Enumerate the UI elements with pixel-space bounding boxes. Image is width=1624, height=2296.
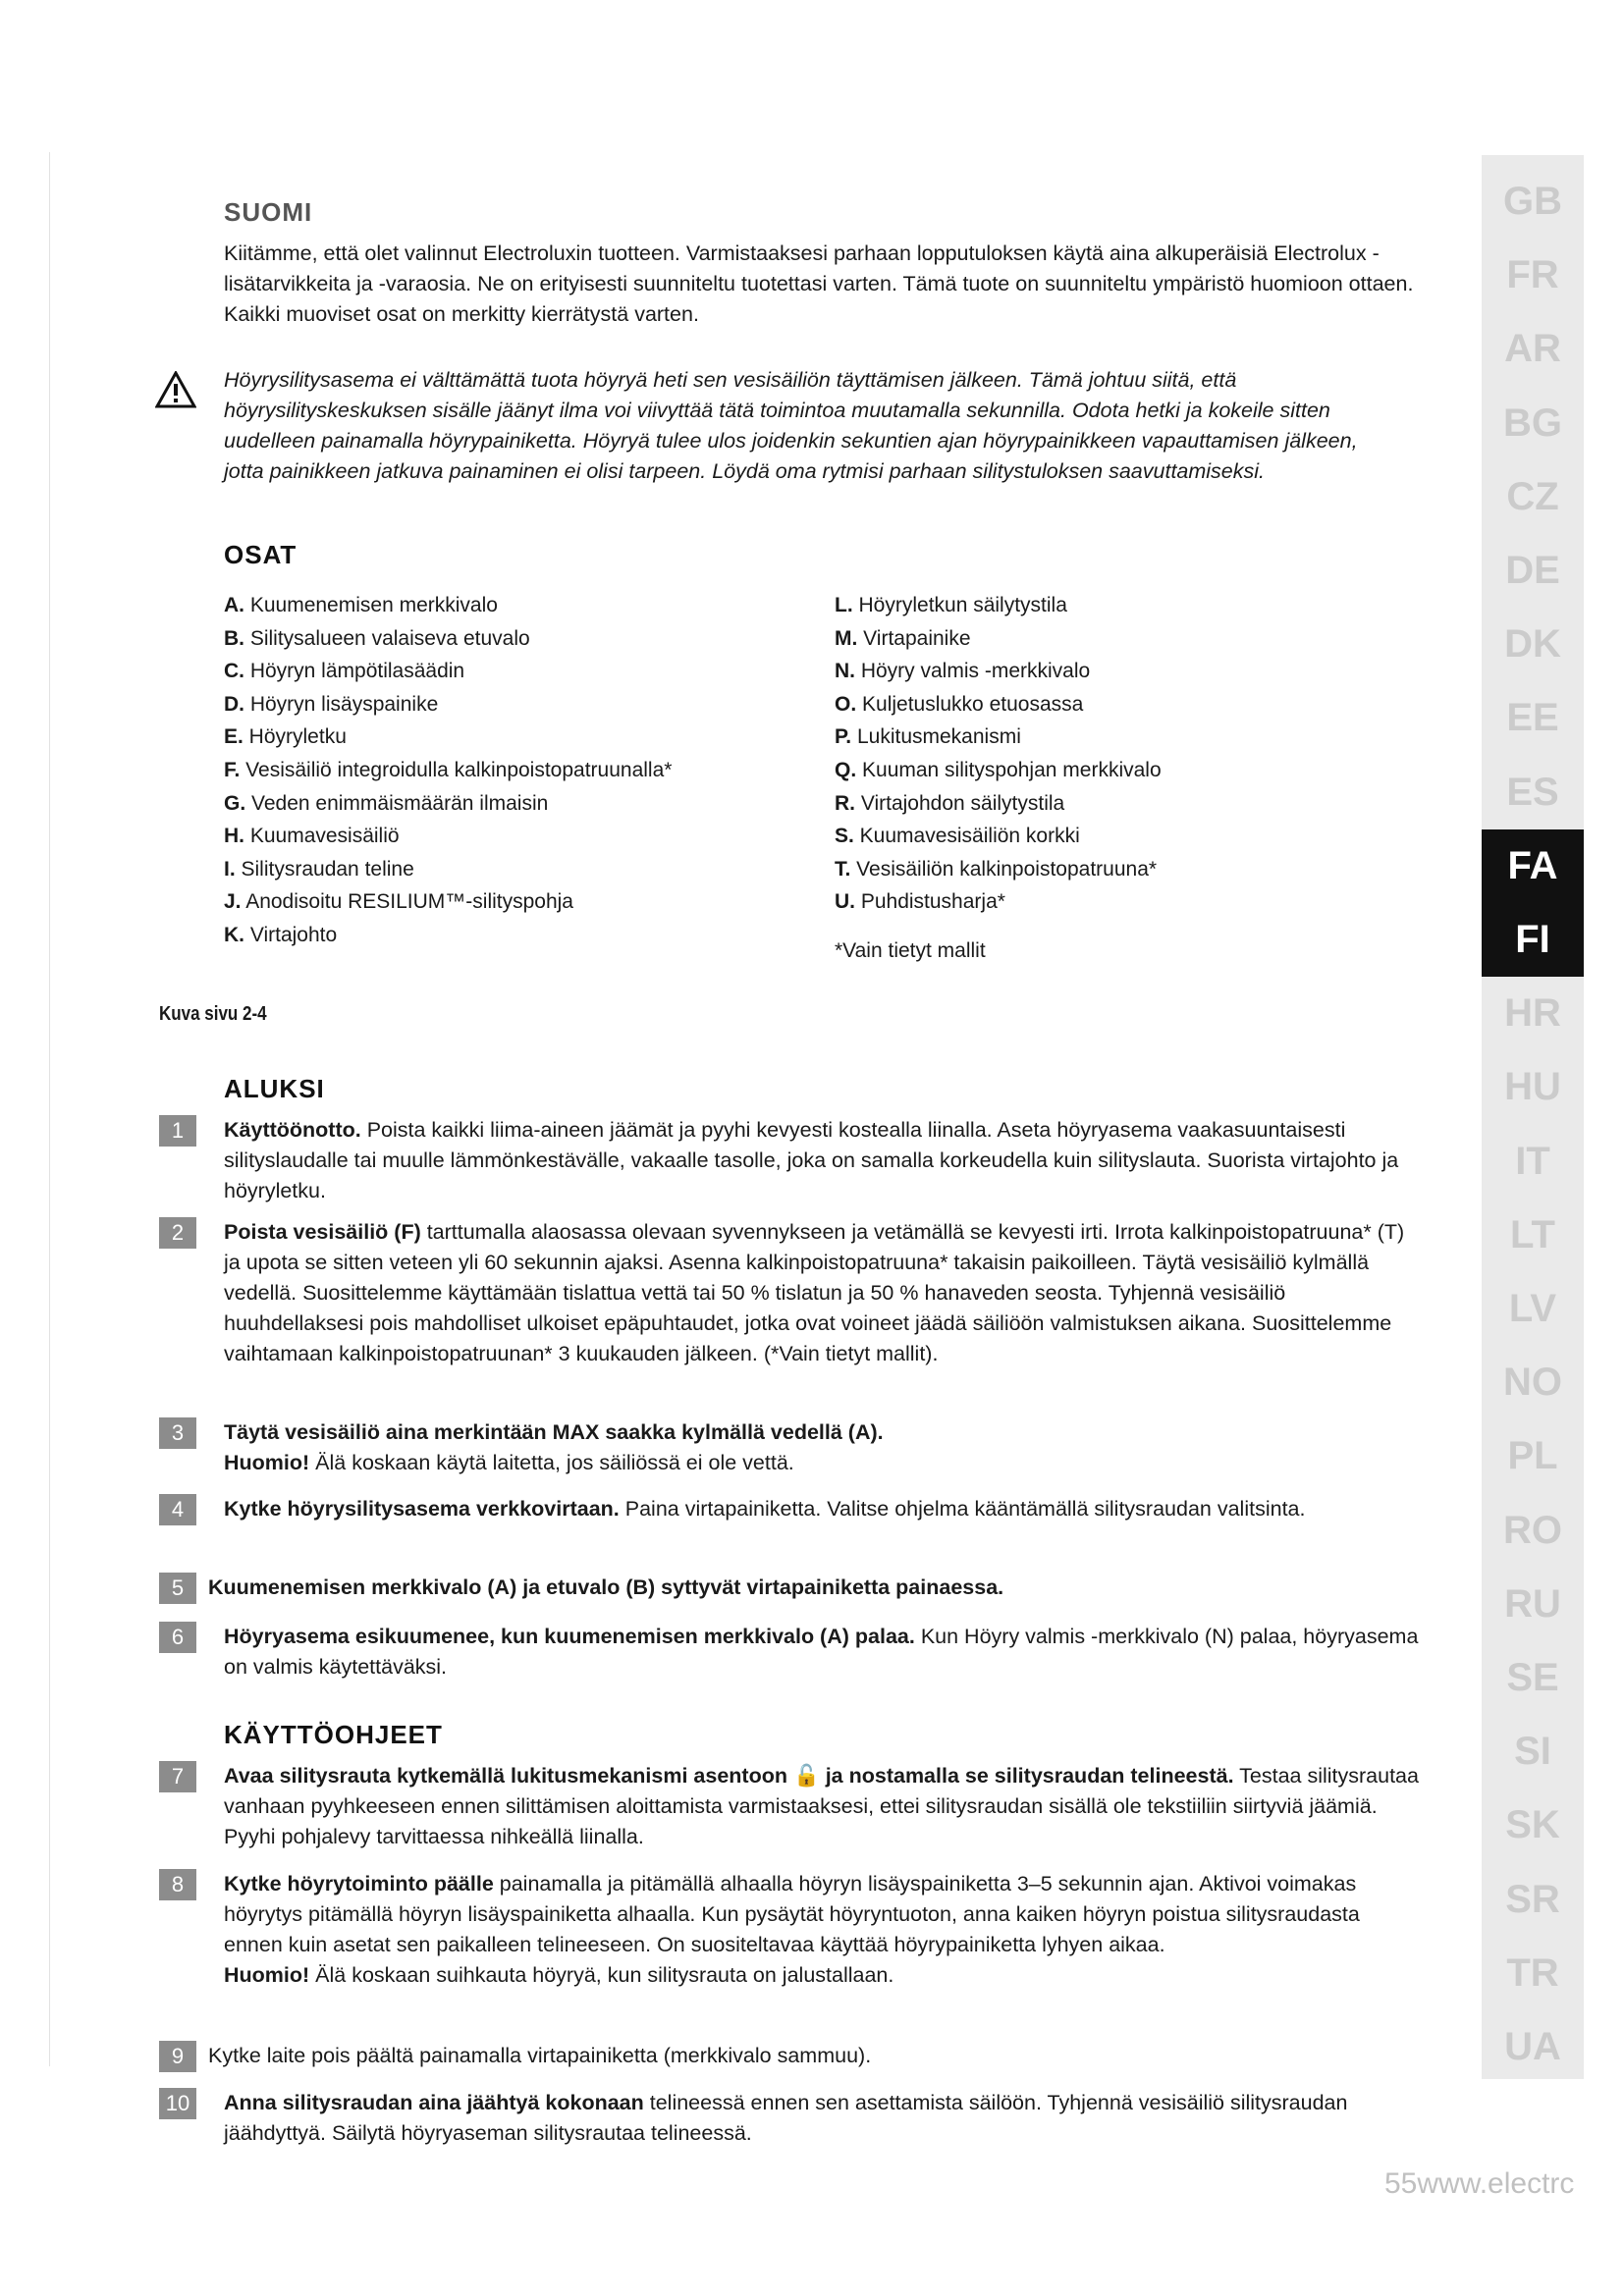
part-letter: J.	[224, 890, 242, 914]
part-item	[224, 754, 813, 787]
part-label: Silitysraudan teline	[235, 857, 414, 881]
step-body-text: telineessä ennen sen asettamista säilöön. Tyhjennä vesisäiliö silitysraudan jäähdyttyä. Säilytä höyryaseman silitysrautaa telineessä.	[224, 2091, 1348, 2145]
part-item	[224, 721, 813, 754]
step-body-text: tarttumalla alaosassa olevaan syvennykseen ja vetämällä se kevyesti irti. Irrota kalkinpoistopatruuna* (T) ja upota se sitten veteen yli 60 sekunnin ajaksi. Asenna kalkinpoistopatruuna* takaisin paikoilleen. Täytä vesisäiliö kylmällä vedellä. Suosittelemme käyttämään tislattua vettä tai 50 % tislatun ja 50 % hanaveden seosta. Tyhjennä vesisäiliö huuhdellaksesi pois mahdolliset ulkoiset epäpuhtaudet, jotka ovat voineet jäädä säiliöön valmistuksen aikana. Suosittelemme vaihtamaan kalkinpoistopatruunan* 3 kuukauden jälkeen. (*Vain tietyt mallit).	[224, 1220, 1405, 1365]
step-number-badge: 10	[159, 2088, 196, 2119]
language-tab-lt[interactable]: LT	[1510, 1212, 1555, 1256]
part-letter: I.	[224, 857, 236, 881]
step-bold-text: Kytke höyrytoiminto päälle	[224, 1872, 494, 1896]
part-label: Anodisoitu RESILIUM™-silityspohja	[241, 890, 573, 914]
step-text	[224, 1494, 1422, 1524]
language-tab-ro[interactable]: RO	[1503, 1508, 1562, 1552]
step-note-label: Huomio!	[224, 1451, 310, 1474]
part-item	[835, 721, 1424, 754]
part-label: Kuumavesisäiliön korkki	[853, 825, 1080, 848]
part-item	[224, 589, 813, 622]
step-number-badge: 1	[159, 1115, 196, 1147]
language-tab-cz[interactable]: CZ	[1506, 474, 1559, 518]
step-number-badge: 7	[159, 1761, 196, 1792]
part-letter: R.	[835, 791, 855, 815]
language-tab-pl[interactable]: PL	[1507, 1434, 1558, 1478]
language-tab-de[interactable]: DE	[1505, 549, 1560, 592]
section-heading-suomi: SUOMI	[224, 197, 313, 227]
part-label: Virtajohdon säilytystila	[855, 791, 1065, 815]
part-letter: A.	[224, 594, 244, 616]
language-tab-ee[interactable]: EE	[1506, 696, 1559, 740]
step-number-badge: 9	[159, 2041, 196, 2072]
part-label: Veden enimmäismäärän ilmaisin	[245, 791, 549, 815]
figure-reference: Kuva sivu 2-4	[159, 1003, 267, 1025]
step-text	[224, 1417, 1422, 1478]
step-note-label: Huomio!	[224, 1963, 310, 1987]
part-label: Vesisäiliön kalkinpoistopatruuna*	[850, 857, 1158, 881]
part-item	[224, 885, 813, 919]
language-tab-fi[interactable]: FI	[1482, 903, 1584, 977]
step-number-badge: 4	[159, 1494, 196, 1525]
language-tab-fr[interactable]: FR	[1506, 253, 1559, 297]
step-text	[224, 1115, 1422, 1206]
part-item	[224, 853, 813, 886]
step-text	[208, 1573, 1406, 1603]
step-bold-text: Kuumenemisen merkkivalo (A) ja etuvalo (B) syttyvät virtapainiketta painaessa.	[208, 1575, 1004, 1599]
part-letter: O.	[835, 692, 857, 716]
step-body-text: Testaa silitysrautaa vanhaan pyyhkeeseen ennen silittämisen aloittamista varmistaaksesi, ettei silitysraudan sisällä ole tekstiiliin siirtyviä jäämiä. Pyyhi pohjalevy tarvittaessa nihkeällä liinalla.	[224, 1764, 1419, 1848]
step-number-badge: 3	[159, 1417, 196, 1449]
part-item	[224, 655, 813, 688]
language-tab-hr[interactable]: HR	[1504, 991, 1561, 1036]
part-item	[835, 688, 1424, 721]
step-text	[224, 1217, 1422, 1369]
section-heading-kayttoohjeet: KÄYTTÖOHJEET	[224, 1720, 443, 1749]
language-tab-ar[interactable]: AR	[1504, 327, 1561, 371]
language-tab-it[interactable]: IT	[1515, 1139, 1550, 1183]
part-item	[835, 885, 1424, 919]
step-text	[208, 2041, 1406, 2071]
step-bold-text: Poista vesisäiliö (F)	[224, 1220, 421, 1244]
part-label: Silitysalueen valaiseva etuvalo	[244, 626, 530, 650]
step-note-text: Älä koskaan suihkauta höyryä, kun silitysrauta on jalustallaan.	[309, 1963, 894, 1987]
section-heading-aluksi: ALUKSI	[224, 1074, 325, 1103]
part-letter: N.	[835, 660, 855, 683]
part-letter: F.	[224, 758, 241, 781]
parts-list-left	[224, 589, 813, 952]
step-body-text: painamalla ja pitämällä alhaalla höyryn lisäyspainiketta 3–5 sekunnin ajan. Aktivoi voimakas höyrytys pitämällä höyryn lisäyspainiketta alhaalla. Kun pysäytät höyryntuoton, anna kaiken höyryn poistua silitysraudasta ennen kuin asetat sen paikalleen telineeseen. On suositeltavaa käyttää höyrypainiketta lyhyen aikaa.	[224, 1872, 1360, 1956]
step-number-badge: 2	[159, 1217, 196, 1249]
part-item	[835, 622, 1424, 656]
part-label: Höyry valmis -merkkivalo	[855, 660, 1091, 683]
part-label: Virtapainike	[857, 626, 971, 650]
part-letter: B.	[224, 626, 244, 650]
part-letter: P.	[835, 725, 852, 749]
language-tab-ru[interactable]: RU	[1504, 1581, 1561, 1626]
part-label: Höyryn lämpötilasäädin	[244, 660, 465, 683]
step-note-text: Älä koskaan käytä laitetta, jos säiliössä ei ole vettä.	[309, 1451, 794, 1474]
language-tab-tr[interactable]: TR	[1506, 1950, 1559, 1995]
parts-list-right	[835, 589, 1424, 919]
part-letter: U.	[835, 890, 855, 914]
part-letter: H.	[224, 825, 244, 848]
part-label: Kuuman silityspohjan merkkivalo	[856, 758, 1162, 781]
part-label: Vesisäiliö integroidulla kalkinpoistopatruunalla*	[240, 758, 673, 781]
language-tab-se[interactable]: SE	[1506, 1656, 1559, 1699]
step-text	[224, 1869, 1422, 1991]
language-tab-si[interactable]: SI	[1514, 1730, 1551, 1774]
step-number-badge: 8	[159, 1869, 196, 1900]
page-footer: 55www.electrc	[1384, 2167, 1575, 2200]
intro-paragraph: Kiitämme, että olet valinnut Electroluxin tuotteen. Varmistaaksesi parhaan lopputuloksen käytä aina alkuperäisiä Electrolux -lisätarvikkeita ja -varaosia. Ne on erityisesti suunniteltu tuotettasi varten. Tämä tuote on suunniteltu ympäristö huomioon ottaen. Kaikki muoviset osat on merkitty kierrätystä varten.	[224, 241, 1414, 326]
step-body-text: Kytke laite pois päältä painamalla virtapainiketta (merkkivalo sammuu).	[208, 2044, 872, 2067]
language-tab-dk[interactable]: DK	[1504, 622, 1561, 667]
warning-text: Höyrysilitysasema ei välttämättä tuota höyryä heti sen vesisäiliön täyttämisen jälkeen. Tämä johtuu siitä, että höyrysilityskeskuksen sisälle jäänyt ilma voi viivyttää tätä toimintoa muutamalla sekunnilla. Odota hetki ja kokeile sitten uudelleen painamalla höyrypainiketta. Höyryä tulee ulos joidenkin sekuntien ajan höyrypainikkeen vapauttamisen jälkeen, jotta painikkeen jatkuva painaminen ei olisi tarpeen. Löydä oma rytmisi parhaan silitystuloksen saavuttamiseksi.	[224, 368, 1358, 483]
part-letter: D.	[224, 692, 244, 716]
step-body-text: Poista kaikki liima-aineen jäämät ja pyyhi kevyesti kostealla liinalla. Aseta höyryasema vaakasuuntaisesti silityslaudalle tai muulle lämmönkestävälle, vakaalle tasolle, joka on samalla korkeudella kuin silityslauta. Suorista virtajohto ja höyryletku.	[224, 1118, 1399, 1202]
step-text	[224, 2088, 1422, 2149]
step-bold-text: Höyryasema esikuumenee, kun kuumenemisen merkkivalo (A) palaa.	[224, 1625, 915, 1648]
step-bold-text: Täytä vesisäiliö aina merkintään MAX saakka kylmällä vedellä (A).	[224, 1420, 884, 1444]
part-label: Puhdistusharja*	[855, 890, 1005, 914]
part-letter: S.	[835, 825, 854, 848]
part-item	[835, 589, 1424, 622]
part-letter: E.	[224, 725, 244, 749]
part-label: Kuljetuslukko etuosassa	[856, 692, 1084, 716]
part-letter: G.	[224, 791, 246, 815]
part-letter: M.	[835, 626, 858, 650]
part-letter: T.	[835, 857, 851, 881]
step-bold-text: Avaa silitysrauta kytkemällä lukitusmekanismi asentoon 🔓 ja nostamalla se silitysraudan telineestä.	[224, 1764, 1234, 1788]
part-label: Lukitusmekanismi	[851, 725, 1021, 749]
part-item	[224, 919, 813, 952]
part-label: Kuumenemisen merkkivalo	[244, 594, 498, 616]
part-item	[224, 787, 813, 821]
step-number-badge: 5	[159, 1573, 196, 1604]
part-letter: Q.	[835, 758, 857, 781]
language-tab-gb[interactable]: GB	[1503, 180, 1562, 223]
part-letter: C.	[224, 660, 244, 683]
language-tab-sk[interactable]: SK	[1505, 1803, 1560, 1847]
language-tab-lv[interactable]: LV	[1508, 1287, 1557, 1330]
part-item	[224, 820, 813, 853]
page-margin-rule	[49, 152, 50, 2066]
language-tab-fa[interactable]: FA	[1482, 829, 1584, 903]
part-item	[224, 622, 813, 656]
parts-footnote: *Vain tietyt mallit	[835, 939, 986, 962]
part-label: Höyryletkun säilytystila	[852, 594, 1067, 616]
step-bold-text: Käyttöönotto.	[224, 1118, 361, 1142]
part-label: Höyryn lisäyspainike	[244, 692, 439, 716]
part-item	[835, 853, 1424, 886]
step-bold-text: Anna silitysraudan aina jäähtyä kokonaan	[224, 2091, 644, 2114]
language-tab-bg[interactable]: BG	[1503, 400, 1562, 445]
part-label: Höyryletku	[243, 725, 347, 749]
step-number-badge: 6	[159, 1622, 196, 1653]
step-body-text: Kun Höyry valmis -merkkivalo (N) palaa, höyryasema on valmis käytettäväksi.	[224, 1625, 1419, 1679]
warning-icon	[155, 371, 196, 408]
step-text	[224, 1622, 1422, 1682]
step-text	[224, 1761, 1422, 1852]
part-letter: L.	[835, 594, 853, 616]
language-tab-hu[interactable]: HU	[1504, 1065, 1561, 1109]
part-label: Kuumavesisäiliö	[244, 825, 400, 848]
section-heading-osat: OSAT	[224, 540, 298, 569]
language-tab-ua[interactable]: UA	[1504, 2025, 1561, 2068]
language-tab-sr[interactable]: SR	[1505, 1877, 1560, 1921]
part-item	[224, 688, 813, 721]
part-letter: K.	[224, 923, 244, 946]
step-body-text: Paina virtapainiketta. Valitse ohjelma kääntämällä silitysraudan valitsinta.	[619, 1497, 1306, 1521]
part-item	[835, 787, 1424, 821]
part-item	[835, 820, 1424, 853]
part-item	[835, 754, 1424, 787]
part-item	[835, 655, 1424, 688]
part-label: Virtajohto	[244, 923, 338, 946]
step-bold-text: Kytke höyrysilitysasema verkkovirtaan.	[224, 1497, 620, 1521]
language-tab-no[interactable]: NO	[1503, 1361, 1562, 1405]
language-tab-es[interactable]: ES	[1506, 770, 1559, 814]
